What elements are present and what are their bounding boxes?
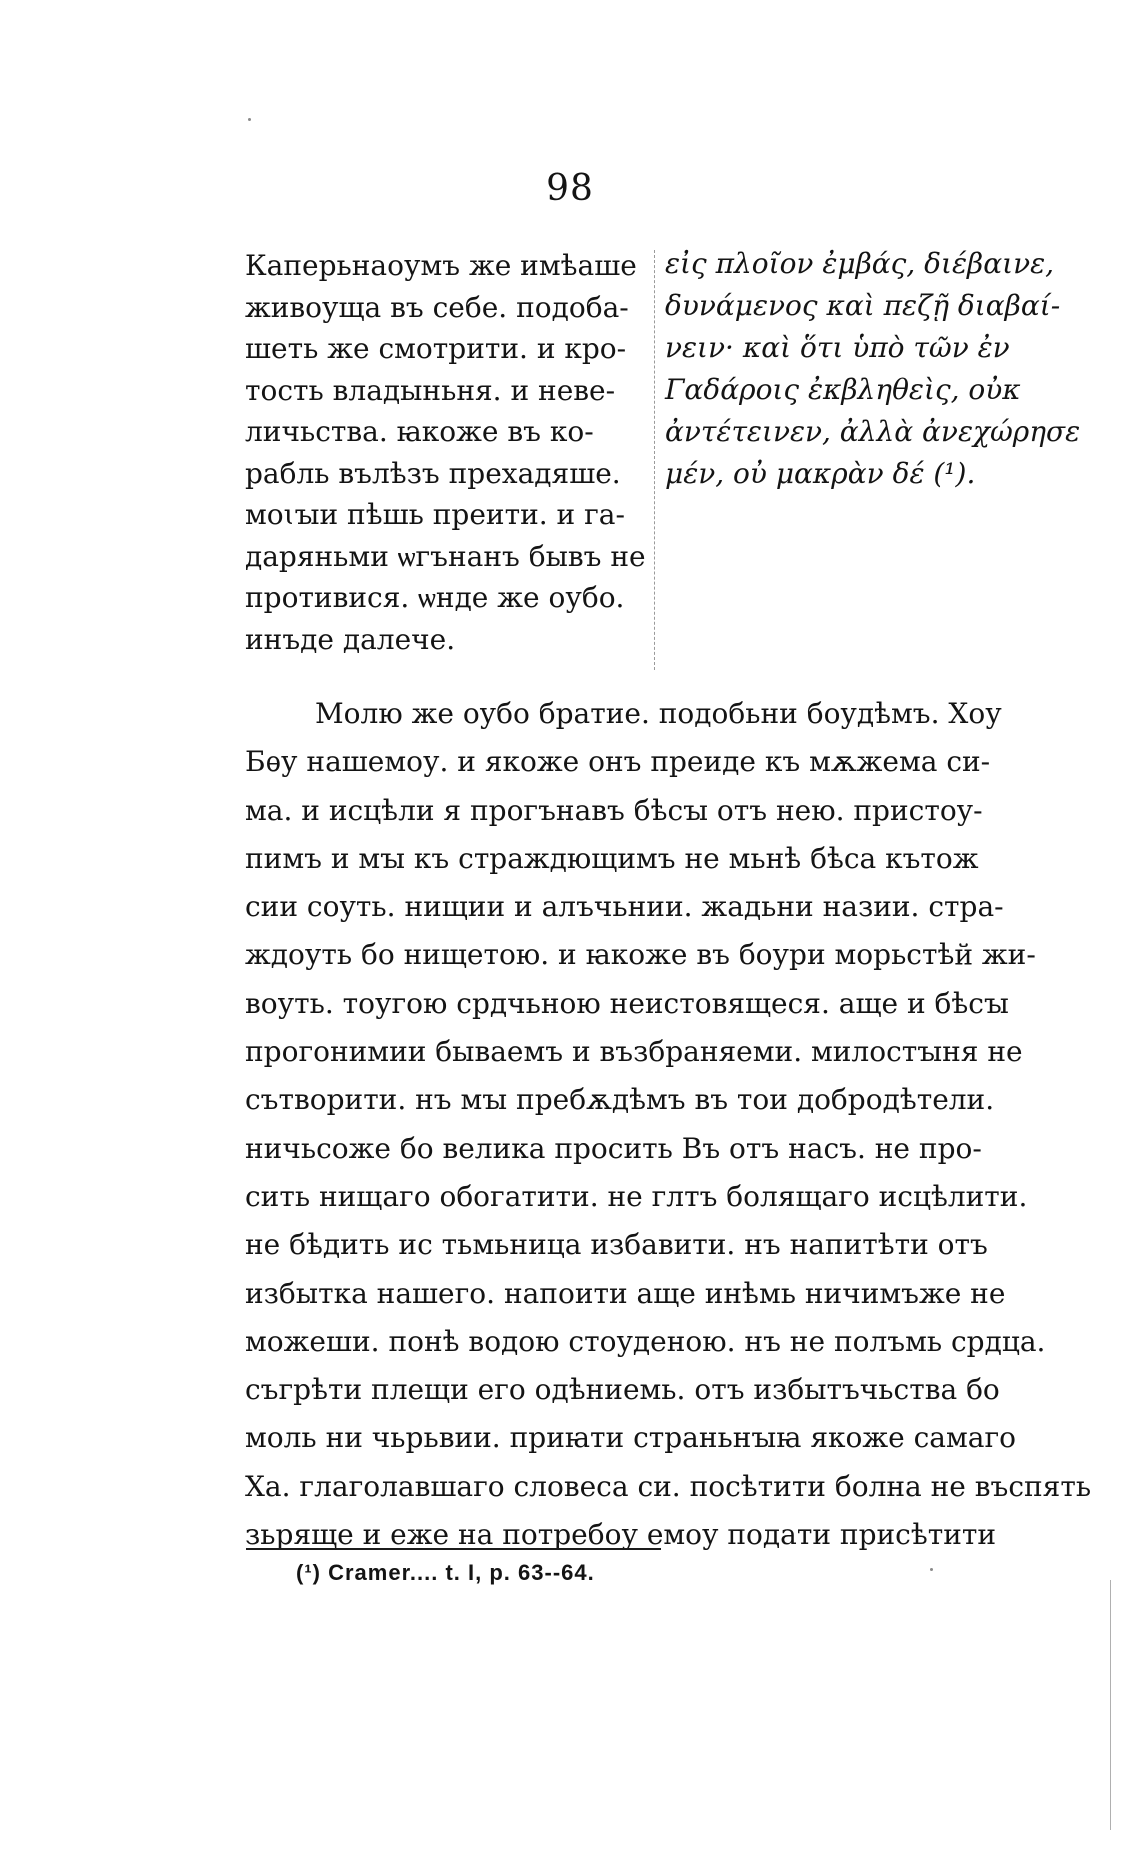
text-line: моꙇꙑи пѣшь преити. и га- [245,498,625,531]
text-line: личьства. ꙗкоже въ ко- [245,415,594,448]
text-line: не бѣдить ис тьмьница избавити. нъ напитѣти отъ [245,1228,988,1262]
text-line: сии соуть. нищии и алъчьнии. жадьни назии. стра- [245,890,1004,924]
text-line: сътворити. нъ мꙑ пребѫдѣмъ въ тои добродѣтели. [245,1083,995,1117]
text-line: Бѳу нашемоу. и якоже онъ преиде къ мѫжема си- [245,745,991,779]
text-line: Молю же оубо братие. подобьни боудѣмъ. Хоу [315,697,1002,730]
text-line: даряньми ѡгънанъ бывъ не [245,539,646,573]
text-line: сить нищаго обогатити. не глтъ болящаго исцѣлити. [245,1179,1028,1213]
main-paragraph [245,690,1092,1559]
scan-speck [248,118,251,121]
column-divider [654,250,655,670]
text-line: можеши. понѣ водою стоуденою. нъ не полъмь срдца. [245,1324,1046,1358]
text-line: εἰς πλοῖον ἐμβάς, διέβαινε, [665,247,1055,280]
text-line: Ха. глаголавшаго словеса си. посѣтити болна не въспять [245,1469,1092,1503]
text-line: шеть же смотрити. и кро- [245,332,627,365]
scan-edge-line [1110,1580,1111,1830]
text-line: Γαδάροις ἐκβληθεὶς, οὐκ [665,373,1021,406]
text-line: ничьсоже бо велика просить Въ отъ насъ. не про- [245,1131,982,1165]
text-line: воуть. тоугою срдчьною неистовящеся. аще и бѣсꙑ [245,986,1009,1020]
text-line: δυνάμενος καὶ πεζῇ διαβαί- [665,289,1061,322]
text-line: ждоуть бо нищетою. и ꙗкоже въ боури морьстѣй жи- [245,938,1036,972]
text-line: Каперьнаоумъ же имѣаше [245,249,637,282]
text-line: зьряще и еже на потребоу емоу подати присѣтити [245,1518,997,1552]
text-line: противися. ѡнде же оубо. [245,581,625,614]
text-line: νειν· καὶ ὅτι ὑπὸ τῶν ἐν [665,331,1010,364]
text-line: съгрѣти плещи его одѣниемь. отъ избытъчьства бо [245,1373,1000,1407]
text-line: избытка нашего. напоити аще инѣмь ничимъже не [245,1276,1006,1310]
text-line: инъде далече. [245,622,456,656]
text-line: рабль вълѣзъ прехадяше. [245,456,621,490]
text-line: ἀντέτεινεν, ἀλλὰ ἀνεχώρησε [665,415,1081,448]
text-line: живоуща въ себе. подоба- [245,290,629,324]
footnote: (¹) Cramer.... t. I, p. 63--64. [296,1560,595,1585]
text-line: μέν, οὐ μακρὰν δέ (¹). [665,457,976,490]
text-line: моль ни чьрьвии. приꙗти страньнꙑꙗ якоже самаго [245,1421,1016,1455]
text-line: пимъ и мꙑ къ страждющимъ не мьнѣ бѣса кътож [245,841,979,875]
text-line: ма. и исцѣли я прогънавъ бѣсꙑ отъ нею. пристоу- [245,793,983,827]
text-line: прогонимии бываемъ и възбраняеми. милостꙑня не [245,1035,1023,1069]
footnote-rule [246,1548,661,1550]
greek-column [665,243,1081,495]
old-slavonic-column [245,245,645,660]
text-line: тость владыньня. и неве- [245,373,616,407]
page-number: 98 [546,168,594,209]
scan-speck [930,1568,933,1571]
